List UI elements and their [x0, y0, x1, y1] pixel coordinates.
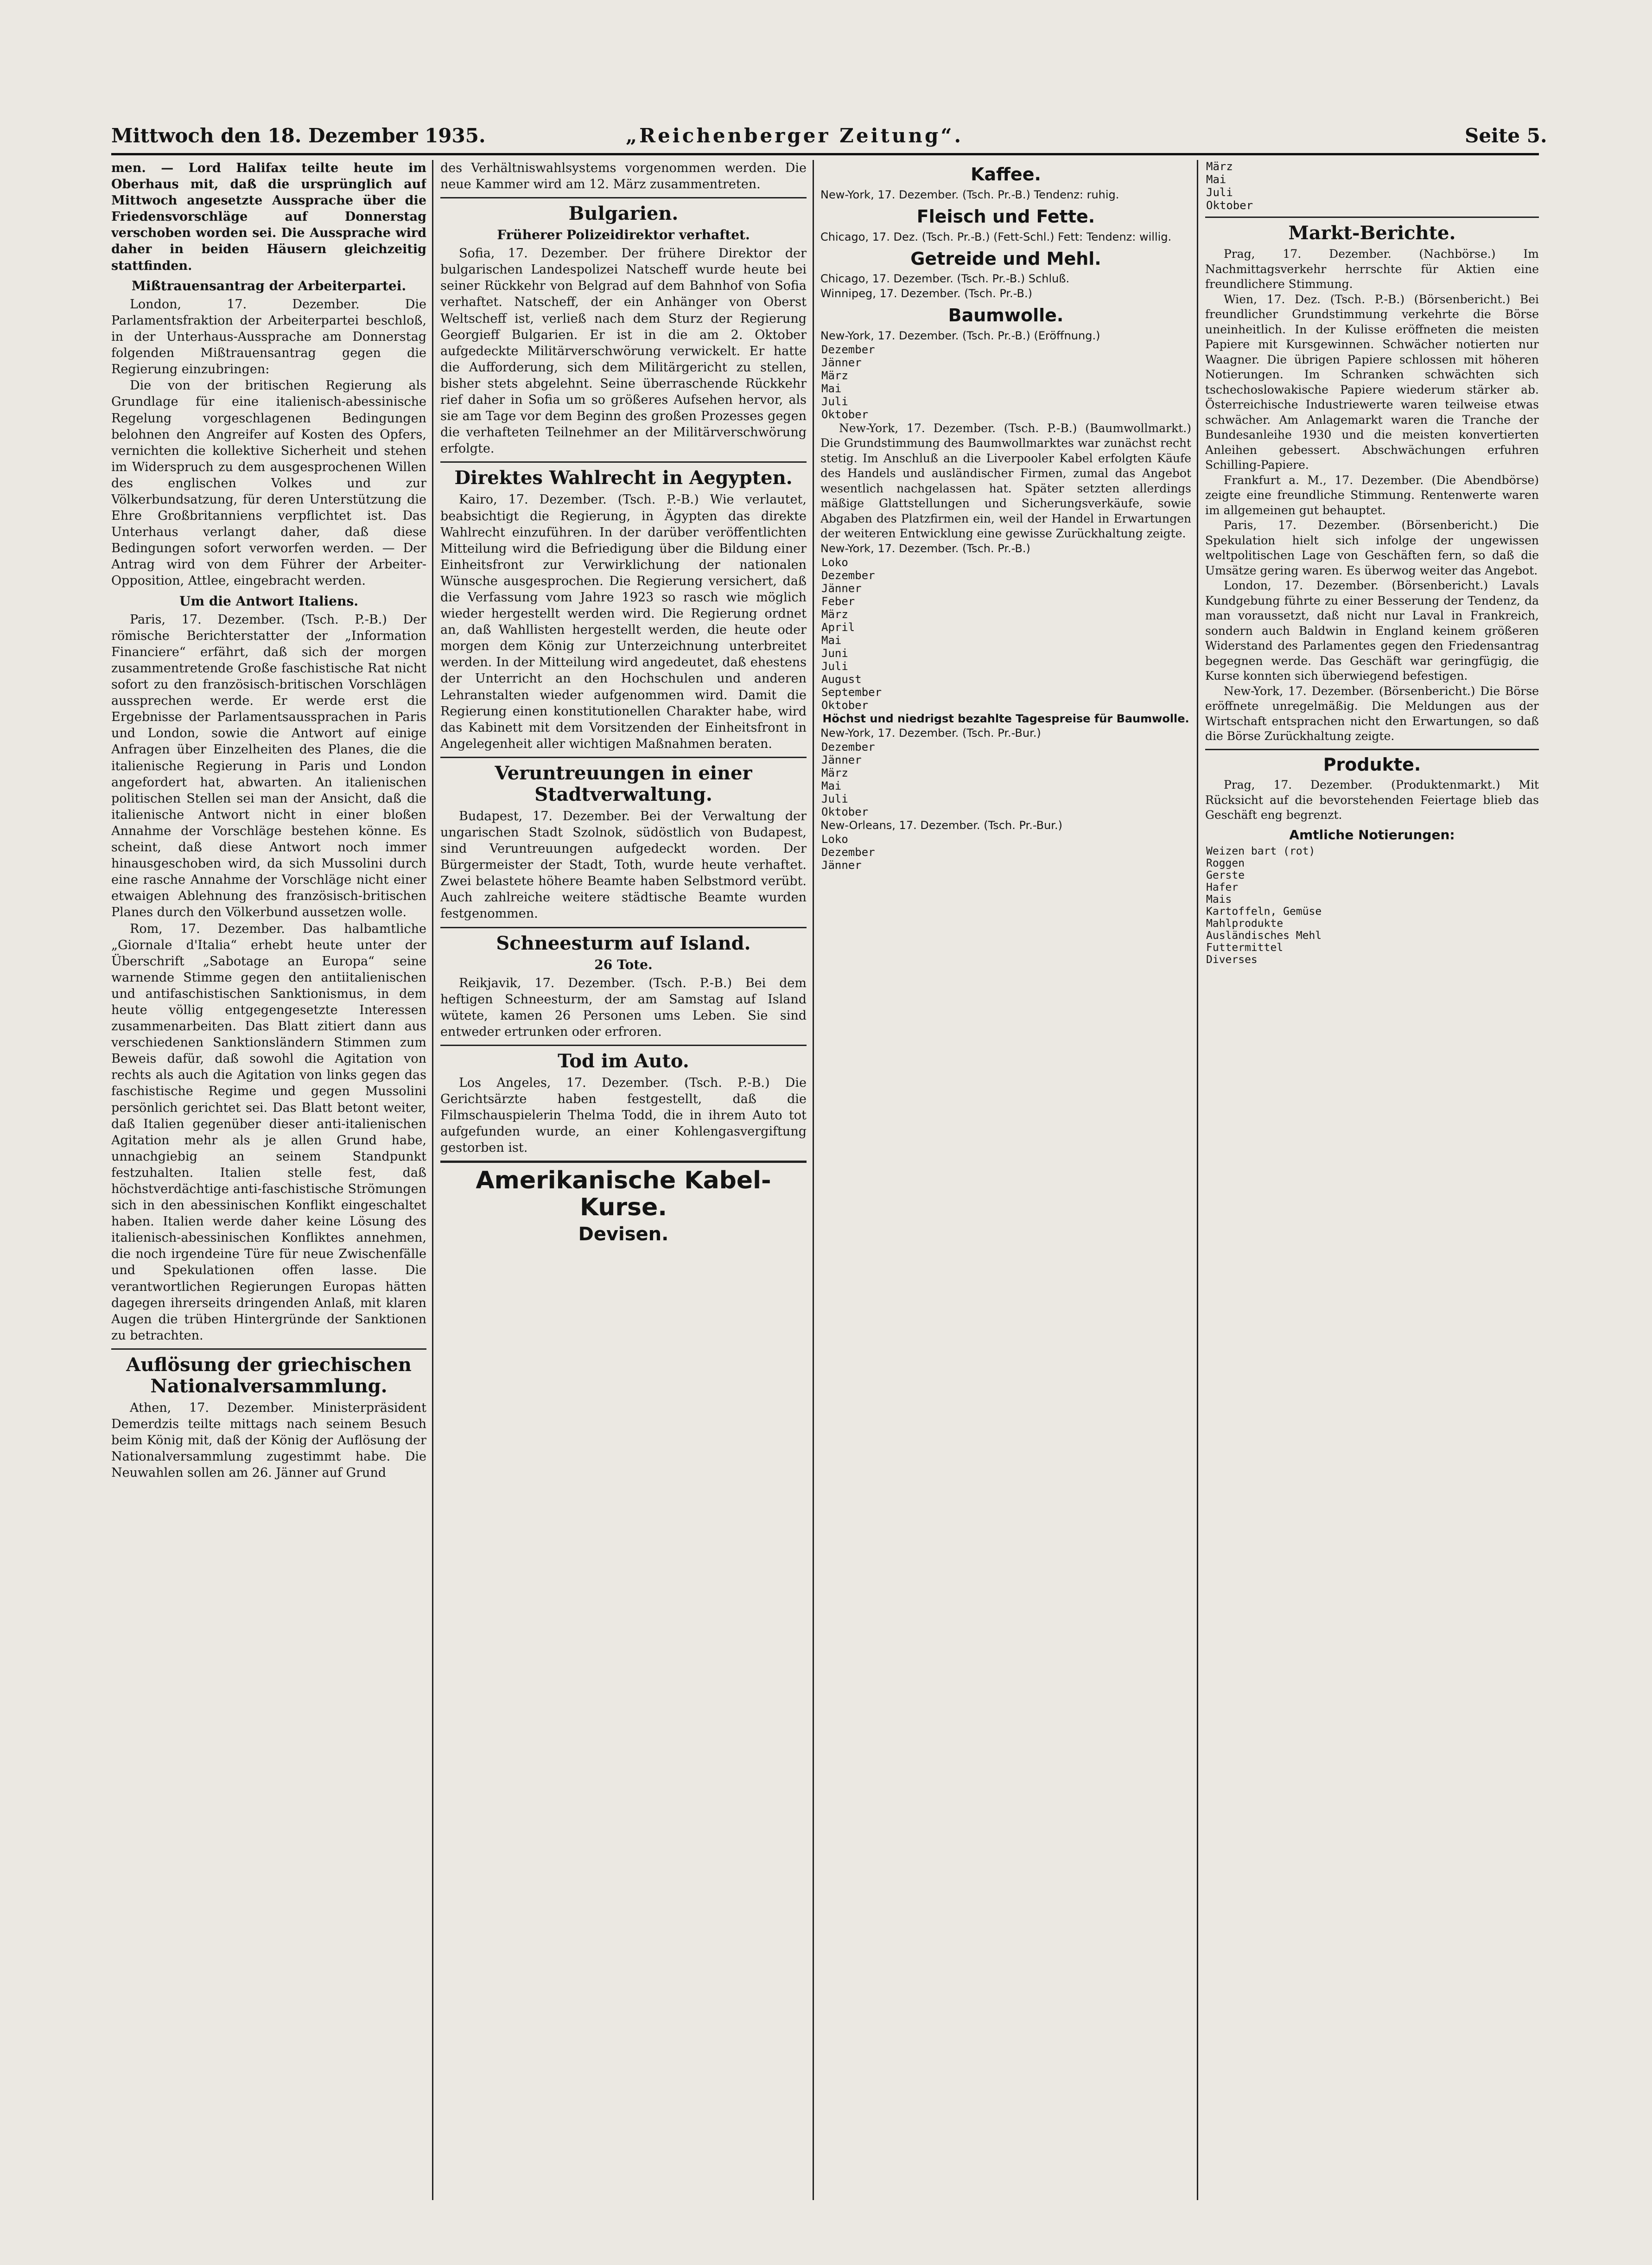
paragraph: Chicago, 17. Dezember. (Tsch. Pr.-B.) Schluß.: [820, 272, 1070, 286]
table-row: [1205, 954, 1539, 966]
divider: [440, 461, 807, 463]
table-row: [820, 740, 1191, 753]
table-row: [820, 582, 1191, 595]
paragraph: men. — Lord Halifax teilte heute im Oberhaus mit, daß die ursprünglich auf Mittwoch angesetzte Aussprache über die Friedensvorschläge auf Donnerstag verschoben worden sei. Die Aussprache wird daher in beiden Häusern gleichzeitig stattfinden.: [111, 161, 426, 273]
table-cell: Dezember: [821, 568, 875, 582]
table-row: [820, 753, 1191, 766]
table-row: [820, 556, 1191, 569]
table-row: [820, 686, 1191, 699]
table-cell: Loko: [821, 555, 848, 569]
column-rule: [432, 160, 433, 2200]
paper-title: „Reichenberger Zeitung“.: [626, 124, 964, 147]
table-row: [820, 408, 1191, 421]
price-table: [820, 833, 1191, 872]
table-cell: Oktober: [1206, 199, 1253, 212]
header-rule: [111, 153, 1539, 155]
table-row: [820, 833, 1191, 846]
table-row: [820, 343, 1191, 356]
paragraph: Rom, 17. Dezember. Das halbamtliche „Giornale d'Italia“ erhebt heute unter der Überschrift „Sabotage an Europa“ seine warnende Stimme gegen den antiitalienischen und antifaschistischen Sanktionismus, in dem heute völlig entgegengesetzte Interessen zusammenarbeiten. Das Blatt zitiert dann aus verschiedenen Sanktionsländern Stimmen zum Beweis dafür, daß sowohl die Agitation von rechts als auch die Agitation von links gegen das faschistische Regime und gegen Mussolini persönlich gerichtet sei. Das Blatt betont weiter, daß Italien gegenüber dieser anti-italienischen Agitation mehr als je allen Grund habe, unnachgiebig an seinem Standpunkt festzuhalten. Italien stelle fest, daß höchstverdächtige anti-faschistische Strömungen sich in den abessinischen Konflikt eingeschaltet haben. Italien werde daher keine Lösung des italienisch-abessinischen Konfliktes annehmen, die noch irgendeine Türe für neue Zwischenfälle und Spekulationen offen lasse. Die verantwortlichen Regierungen Europas hätten dagegen ihrerseits dringenden Anlaß, mit klaren Augen die trüben Hintergründe der Sanktionen zu betrachten.: [111, 921, 426, 1343]
table-row: [820, 660, 1191, 673]
article-heading: Tod im Auto.: [558, 1050, 689, 1072]
notation-table: [1205, 845, 1539, 966]
table-row: [1205, 199, 1539, 212]
paragraph: New-York, 17. Dezember. (Tsch. Pr.-B.): [820, 542, 1030, 555]
ad-subheading: Devisen.: [578, 1223, 669, 1245]
column-1: [111, 160, 426, 2233]
paragraph: New-York, 17. Dezember. (Tsch. Pr.-B.) (Eröffnung.): [820, 329, 1100, 342]
table-row: [820, 621, 1191, 634]
article-subheading: 26 Tote.: [594, 957, 653, 972]
table-cell: März: [821, 766, 848, 780]
section-heading: Produkte.: [1323, 754, 1421, 775]
table-row: [820, 647, 1191, 660]
table-row: [820, 699, 1191, 712]
table-cell: Diverses: [1206, 953, 1258, 966]
divider: [1205, 749, 1539, 750]
table-cell: Dezember: [821, 740, 875, 754]
table-cell: Oktober: [821, 805, 869, 819]
paragraph: London, 17. Dezember. Die Parlamentsfraktion der Arbeiterpartei beschloß, in der Unterhaus-Aussprache am Donnerstag folgenden Mißtrauensantrag gegen die Regierung einzubringen:: [111, 297, 426, 377]
table-cell: September: [821, 685, 882, 699]
divider: [111, 1348, 426, 1350]
section-heading: Baumwolle.: [948, 305, 1064, 325]
column-rule: [813, 160, 814, 2200]
column-3: [820, 160, 1191, 2233]
table-cell: Oktober: [821, 698, 869, 712]
price-table: [1205, 160, 1539, 212]
table-row: [820, 608, 1191, 621]
table-cell: Juli: [821, 792, 848, 806]
table-cell: Juli: [1206, 186, 1233, 199]
divider: [440, 1161, 807, 1163]
article-heading: Direktes Wahlrecht in Aegypten.: [454, 467, 793, 489]
table-cell: Feber: [821, 594, 855, 608]
table-row: [820, 634, 1191, 647]
paragraph: Paris, 17. Dezember. (Börsenbericht.) Die Spekulation hielt sich infolge der ungewissen weltpolitischen Lage von Geschäften fern, so daß die Umsätze gering waren. Es überwog weiter das Angebot.: [1205, 518, 1539, 577]
table-row: [1205, 857, 1539, 869]
page-number: Seite 5.: [1465, 124, 1547, 147]
table-row: [820, 382, 1191, 395]
table-row: [1205, 869, 1539, 881]
table-cell: Mai: [821, 779, 842, 793]
divider: [440, 757, 807, 758]
table-row: [1205, 893, 1539, 906]
issue-date: Mittwoch den 18. Dezember 1935.: [111, 124, 486, 147]
table-cell: Roggen: [1206, 857, 1245, 869]
table-row: [820, 595, 1191, 608]
paragraph: Paris, 17. Dezember. (Tsch. P.-B.) Der römische Berichterstatter der „Information Financiere“ erfährt, daß sich der morgen zusammentretende Große faschistische Rat nicht sofort zu den französisch-britischen Vorschlägen aussprechen werde. Er werde erst die Ergebnisse der Parlamentsaussprachen in Paris und London, sowie die Antwort auf einige Anfragen über Einzelheiten des Planes, die die italienische Regierung in Paris und London angefordert hat, abwarten. An italienischen politischen Stellen sei man der Ansicht, daß die italienische Antwort nicht in einer bloßen Annahme der Vorschläge bestehen könne. Es scheint, daß diese Antwort noch immer hinausgeschoben wird, da sich Mussolini durch eine rasche Annahme der Vorschläge nicht einer etwaigen Ablehnung des französisch-britischen Planes durch den Völkerbund aussetzen wolle.: [111, 612, 426, 920]
price-table: [820, 556, 1191, 712]
divider: [440, 197, 807, 198]
paragraph: Kairo, 17. Dezember. (Tsch. P.-B.) Wie verlautet, beabsichtigt die Regierung, in Ägypten das direkte Wahlrecht einzuführen. In der darüber veröffentlichten Mitteilung wird die Befriedigung über die Bildung einer Einheitsfront zur Verwirklichung der nationalen Wünsche ausgesprochen. Die Regierung versichert, daß die Verfassung vom Jahre 1923 so rasch wie möglich wieder hergestellt werden wird. Die Regierung ordnet an, daß Wahllisten hergestellt werden, die heute oder morgen dem König zur Unterzeichnung unterbreitet werden. In der Mitteilung wird angedeutet, daß ehestens der Unterricht an den Hochschulen und anderen Lehranstalten wieder aufgenommen wird. Damit die Regierung einen konstitutionellen Charakter habe, wird das Kabinett mit dem Vorsitzenden der Einheitsfront in Angelegenheit aller wichtigen Maßnahmen beraten.: [440, 492, 807, 751]
article-heading: Schneesturm auf Island.: [496, 932, 751, 954]
table-cell: Juli: [821, 659, 848, 673]
table-row: [1205, 845, 1539, 857]
paragraph: Los Angeles, 17. Dezember. (Tsch. P.-B.) Die Gerichtsärzte haben festgestellt, daß die Filmschauspielerin Thelma Todd, die in ihrem Auto tot aufgefunden wurde, an einer Kohlengasvergiftung gestorben ist.: [440, 1075, 807, 1155]
table-cell: Jänner: [821, 859, 862, 872]
paragraph: Prag, 17. Dezember. (Produktenmarkt.) Mit Rücksicht auf die bevorstehenden Feiertage blieb das Geschäft eng begrenzt.: [1205, 778, 1539, 822]
table-row: [1205, 881, 1539, 893]
table-cell: Jänner: [821, 581, 862, 595]
paragraph: Chicago, 17. Dez. (Tsch. Pr.-B.) (Fett-Schl.) Fett: Tendenz: willig.: [820, 230, 1172, 243]
section-heading: Markt-Berichte.: [1288, 222, 1456, 244]
paragraph: Reikjavik, 17. Dezember. (Tsch. P.-B.) Bei dem heftigen Schneesturm, der am Samstag auf Island wütete, kamen 26 Personen ums Leben. Sie sind entweder ertrunken oder erfroren.: [440, 976, 807, 1039]
table-cell: August: [821, 672, 862, 686]
table-row: [1205, 173, 1539, 186]
table-cell: März: [1206, 160, 1233, 173]
table-row: [1205, 930, 1539, 942]
table-row: [820, 766, 1191, 779]
table-row: [1205, 942, 1539, 954]
table-row: [1205, 906, 1539, 918]
divider: [440, 927, 807, 928]
paragraph: London, 17. Dezember. (Börsenbericht.) Lavals Kundgebung führte zu einer Besserung der Tendenz, da man voraussetzt, daß nicht nur Laval in Frankreich, sondern auch Baldwin in England keinem größeren Widerstand des Parlamentes gegen den Friedensantrag begegnen werde. Das Geschäft war geringfügig, die Kurse konnten sich überwiegend befestigen.: [1205, 579, 1539, 683]
table-row: [1205, 186, 1539, 199]
section-heading: Kaffee.: [971, 164, 1041, 185]
table-row: [820, 792, 1191, 805]
table-cell: Juni: [821, 646, 848, 660]
section-subheading: Amtliche Notierungen:: [1289, 827, 1455, 842]
table-cell: Mai: [1206, 173, 1226, 186]
table-cell: April: [821, 620, 855, 634]
paragraph: New-York, 17. Dezember. (Tsch. Pr.-B.) Tendenz: ruhig.: [820, 188, 1119, 201]
table-row: [820, 356, 1191, 369]
divider: [1205, 217, 1539, 218]
table-row: [820, 673, 1191, 686]
article-heading: Bulgarien.: [568, 203, 679, 225]
article-subheading: Früherer Polizeidirektor verhaftet.: [497, 227, 750, 243]
article-heading: Veruntreuungen in einer Stadtverwaltung.: [495, 762, 752, 805]
section-heading: Fleisch und Fette.: [916, 206, 1095, 227]
table-cell: Dezember: [821, 846, 875, 859]
paragraph: Wien, 17. Dez. (Tsch. P.-B.) (Börsenbericht.) Bei freundlicher Grundstimmung verkehrte die Börse uneinheitlich. In der Kulisse eröffneten die meisten Papiere mit Kursgewinnen. Schwächer notierten nur Waagner. Die übrigen Papiere schlossen mit höheren Notierungen. Im Schranken schwächten sich tschechoslowakische Papiere wiederum stärker ab. Österreichische Industriewerte waren teilweise etwas schwächer. Am Anlagemarkt waren die Tranche der Bundesanleihe 1930 und die meisten konvertierten Anleihen gebessert. Abschwächungen erfuhren Schilling-Papiere.: [1205, 292, 1539, 472]
table-row: [820, 846, 1191, 859]
article-heading: Auflösung der griechischen Nationalversammlung.: [126, 1353, 412, 1397]
table-cell: Loko: [821, 833, 848, 846]
table-row: [1205, 160, 1539, 173]
paragraph: Frankfurt a. M., 17. Dezember. (Die Abendbörse) zeigte eine freundliche Stimmung. Rentenwerte waren im allgemeinen gut behauptet.: [1205, 473, 1539, 517]
price-table: [820, 740, 1191, 818]
paragraph: Höchst und niedrigst bezahlte Tagespreise für Baumwolle.: [822, 712, 1189, 725]
table-cell: Kartoffeln, Gemüse: [1206, 905, 1322, 918]
table-row: [820, 805, 1191, 818]
table-row: [820, 369, 1191, 382]
paragraph: Athen, 17. Dezember. Ministerpräsident Demerdzis teilte mittags nach seinem Besuch beim König mit, daß der König der Auflösung der Nationalversammlung zugestimmt habe. Die Neuwahlen sollen am 26. Jänner auf Grund: [111, 1400, 426, 1480]
table-cell: Oktober: [821, 408, 869, 421]
paragraph: New-York, 17. Dezember. (Tsch. P.-B.) (Baumwollmarkt.) Die Grundstimmung des Baumwollmarktes war zunächst recht stetig. Im Anschluß an die Liverpooler Kabel erfolgten Käufe des Handels und ausländischer Firmen, zumal das Angebot wesentlich nachgelassen hat. Später setzten allerdings mäßige Glattstellungen und Sicherungsverkäufe, sowie Abgaben des Platzfirmen ein, weil der Handel in Erwartungen der weiteren Entwicklung eine gewisse Zurückhaltung zeigte.: [820, 421, 1191, 541]
divider: [440, 1045, 807, 1046]
table-cell: März: [821, 607, 848, 621]
column-2: [440, 160, 807, 2233]
table-cell: Mais: [1206, 893, 1232, 906]
table-cell: Jänner: [821, 356, 862, 369]
table-row: [1205, 918, 1539, 930]
table-row: [820, 569, 1191, 582]
table-cell: Dezember: [821, 343, 875, 356]
paragraph: des Verhältniswahlsystems vorgenommen werden. Die neue Kammer wird am 12. März zusammentreten.: [440, 161, 807, 192]
table-cell: Jänner: [821, 753, 862, 767]
paragraph: Prag, 17. Dezember. (Nachbörse.) Im Nachmittagsverkehr herrschte für Aktien eine freundlichere Stimmung.: [1205, 247, 1539, 291]
column-rule: [1197, 160, 1198, 2200]
article-heading: Um die Antwort Italiens.: [179, 593, 358, 609]
table-cell: Ausländisches Mehl: [1206, 929, 1322, 942]
table-cell: Mai: [821, 382, 842, 395]
table-cell: Juli: [821, 395, 848, 408]
paragraph: Budapest, 17. Dezember. Bei der Verwaltung der ungarischen Stadt Szolnok, südöstlich von Budapest, sind Veruntreuungen aufgedeckt worden. Der Bürgermeister der Stadt, Toth, wurde heute verhaftet. Zwei belastete höhere Beamte haben Selbstmord verübt. Auch zahlreiche weitere städtische Beamte wurden festgenommen.: [440, 809, 807, 921]
table-cell: Futtermittel: [1206, 941, 1283, 954]
table-row: [820, 779, 1191, 792]
table-cell: Gerste: [1206, 869, 1245, 881]
table-cell: Mai: [821, 633, 842, 647]
ad-heading: Amerikanische Kabel-Kurse.: [476, 1167, 771, 1221]
paragraph: Sofia, 17. Dezember. Der frühere Direktor der bulgarischen Landespolizei Natscheff wurde heute bei seiner Rückkehr von Belgrad auf dem Bahnhof von Sofia verhaftet. Natscheff, der ein Anhänger von Oberst Weltscheff ist, verließ nach dem Sturz der Regierung Georgieff Bulgarien. Er ist in die am 2. Oktober aufgedeckte Militärverschwörung verwickelt. Er hatte die Aufforderung, sich dem Militärgericht zu stellen, bisher stets abgelehnt. Seine überraschende Rückkehr rief daher in Sofia um so größeres Aufsehen hervor, als sie am Tage vor dem Beginn des großen Prozesses gegen die verhafteten Teilnehmer an der Militärverschwörung erfolgte.: [440, 246, 807, 456]
paragraph: Winnipeg, 17. Dezember. (Tsch. Pr.-B.): [820, 287, 1032, 300]
table-row: [820, 859, 1191, 872]
table-cell: Hafer: [1206, 881, 1239, 893]
paragraph: New-Orleans, 17. Dezember. (Tsch. Pr.-Bur.): [820, 819, 1062, 832]
paragraph: New-York, 17. Dezember. (Tsch. Pr.-Bur.): [820, 727, 1041, 740]
table-row: [820, 395, 1191, 408]
table-cell: März: [821, 369, 848, 382]
paragraph: New-York, 17. Dezember. (Börsenbericht.) Die Börse eröffnete unregelmäßig. Die Meldungen aus der Wirtschaft entsprachen nicht den Erwartungen, so daß die Börse Zurückhaltung zeigte.: [1205, 684, 1539, 743]
column-4: [1205, 160, 1539, 2233]
table-cell: Mahlprodukte: [1206, 917, 1283, 930]
price-table: [820, 343, 1191, 421]
article-heading: Mißtrauensantrag der Arbeiterpartei.: [131, 278, 407, 293]
section-heading: Getreide und Mehl.: [910, 248, 1101, 269]
paragraph: Die von der britischen Regierung als Grundlage für eine italienisch-abessinische Regelung vorgeschlagenen Bedingungen belohnen den Angreifer auf Kosten des Opfers, vernichten die kollektive Sicherheit und stehen im Widerspruch zu dem ausgesprochenen Willen des englischen Volkes und zur Völkerbundsatzung, für deren Unterstützung die Ehre Großbritanniens verpflichtet ist. Das Unterhaus verlangt daher, daß diese Bedingungen sofort verworfen werden. — Der Antrag wird von dem Führer der Arbeiter-Opposition, Attlee, eingebracht werden.: [111, 378, 426, 588]
table-cell: Weizen bart (rot): [1206, 845, 1315, 857]
